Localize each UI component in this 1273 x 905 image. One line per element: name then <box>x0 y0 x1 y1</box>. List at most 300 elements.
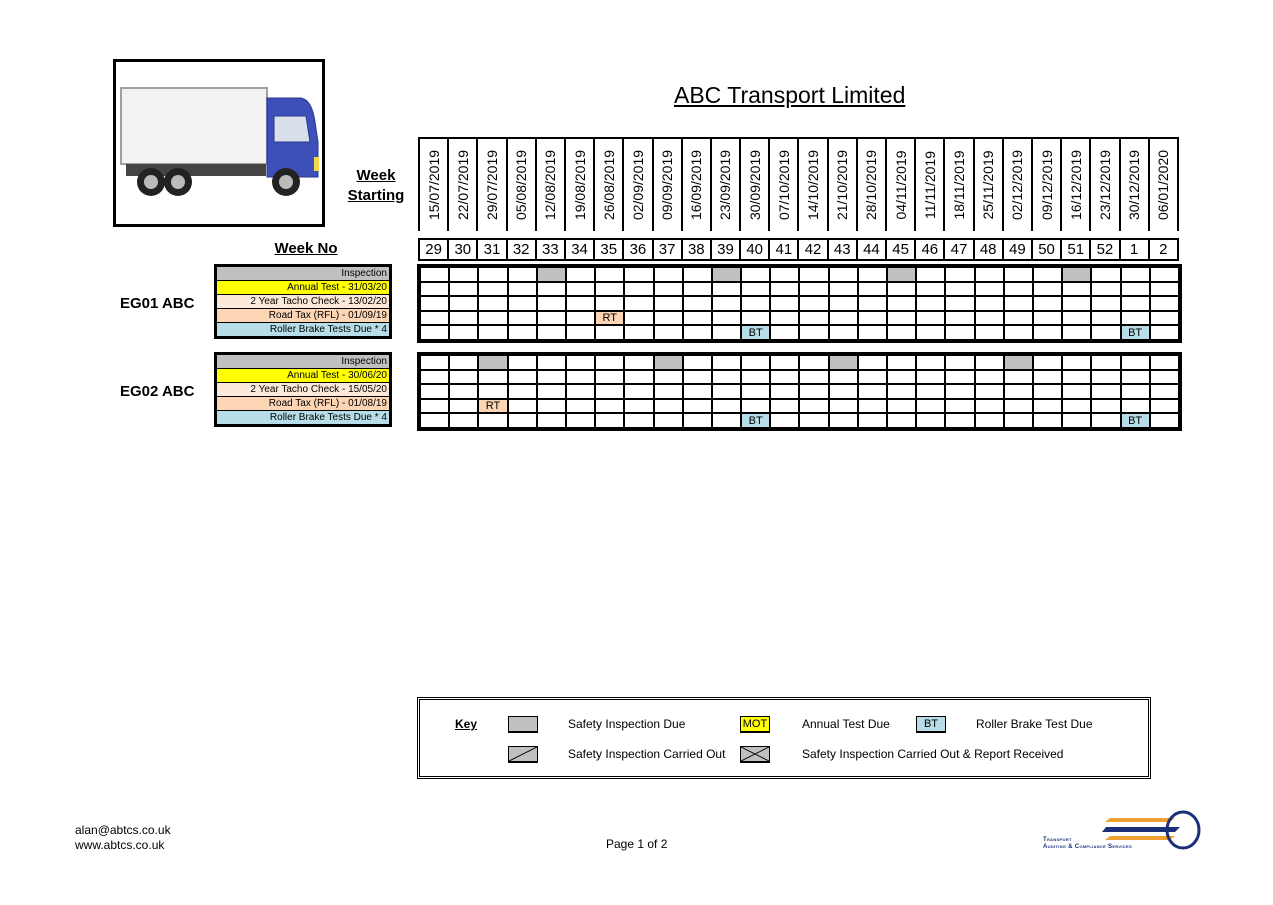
schedule-cell[interactable] <box>624 311 653 326</box>
schedule-cell[interactable] <box>712 413 741 427</box>
schedule-cell[interactable] <box>916 268 945 282</box>
schedule-cell[interactable] <box>770 370 799 385</box>
schedule-cell[interactable] <box>624 282 653 297</box>
schedule-cell[interactable] <box>858 268 887 282</box>
schedule-cell[interactable] <box>945 282 974 297</box>
schedule-cell[interactable] <box>421 325 449 339</box>
schedule-cell[interactable] <box>945 311 974 326</box>
schedule-cell[interactable] <box>829 296 858 311</box>
schedule-cell[interactable] <box>683 325 712 339</box>
schedule-cell[interactable] <box>741 370 770 385</box>
schedule-cell[interactable] <box>1033 356 1062 370</box>
schedule-cell[interactable] <box>1033 282 1062 297</box>
schedule-cell[interactable] <box>1091 268 1120 282</box>
schedule-cell[interactable] <box>449 296 478 311</box>
schedule-cell[interactable] <box>478 282 507 297</box>
schedule-cell[interactable] <box>595 325 624 339</box>
schedule-cell[interactable] <box>945 370 974 385</box>
schedule-cell[interactable] <box>1150 384 1178 399</box>
schedule-cell[interactable] <box>1033 296 1062 311</box>
schedule-cell[interactable] <box>1004 296 1033 311</box>
week-start-date <box>449 139 478 231</box>
schedule-cell[interactable] <box>683 268 712 282</box>
road-tax-due-cell[interactable]: RT <box>478 399 507 414</box>
schedule-cell[interactable] <box>858 399 887 414</box>
schedule-cell[interactable] <box>566 282 595 297</box>
schedule-cell[interactable] <box>916 282 945 297</box>
schedule-cell[interactable] <box>624 296 653 311</box>
footer-email[interactable]: alan@abtcs.co.uk <box>75 823 171 837</box>
schedule-cell[interactable] <box>945 325 974 339</box>
schedule-cell[interactable] <box>566 296 595 311</box>
schedule-cell[interactable] <box>1004 384 1033 399</box>
schedule-cell[interactable] <box>421 268 449 282</box>
schedule-cell[interactable] <box>916 384 945 399</box>
schedule-cell[interactable] <box>829 268 858 282</box>
schedule-cell[interactable] <box>1062 311 1091 326</box>
schedule-cell[interactable] <box>1121 356 1150 370</box>
row-label-tacho: 2 Year Tacho Check - 13/02/20 <box>217 295 389 308</box>
schedule-cell[interactable] <box>712 356 741 370</box>
schedule-cell[interactable] <box>449 356 478 370</box>
schedule-cell[interactable] <box>945 384 974 399</box>
schedule-cell[interactable] <box>683 311 712 326</box>
schedule-cell[interactable] <box>741 268 770 282</box>
schedule-cell[interactable] <box>1091 413 1120 427</box>
slash-icon <box>509 747 537 761</box>
schedule-cell[interactable] <box>421 370 449 385</box>
inspection-due-cell[interactable] <box>887 268 916 282</box>
schedule-cell[interactable] <box>916 370 945 385</box>
week-start-date-text: 04/11/2019 <box>892 150 909 220</box>
schedule-cell[interactable] <box>1033 311 1062 326</box>
inspection-due-cell[interactable] <box>712 268 741 282</box>
schedule-cell[interactable] <box>945 296 974 311</box>
schedule-row-mot <box>421 282 1178 297</box>
schedule-cell[interactable] <box>799 282 828 297</box>
schedule-cell[interactable] <box>624 399 653 414</box>
schedule-cell[interactable] <box>654 282 683 297</box>
schedule-cell[interactable] <box>654 370 683 385</box>
schedule-cell[interactable] <box>887 413 916 427</box>
schedule-cell[interactable] <box>1121 370 1150 385</box>
schedule-cell[interactable] <box>508 282 537 297</box>
schedule-cell[interactable] <box>683 384 712 399</box>
schedule-cell[interactable] <box>829 399 858 414</box>
schedule-cell[interactable] <box>1150 399 1178 414</box>
schedule-cell[interactable] <box>799 384 828 399</box>
schedule-cell[interactable] <box>741 356 770 370</box>
schedule-cell[interactable] <box>741 282 770 297</box>
schedule-cell[interactable] <box>683 413 712 427</box>
brake-test-due-cell[interactable]: BT <box>1121 413 1150 427</box>
schedule-cell[interactable] <box>478 296 507 311</box>
schedule-cell[interactable] <box>975 282 1004 297</box>
week-start-date-text: 18/11/2019 <box>950 150 967 220</box>
brake-test-due-cell[interactable]: BT <box>741 413 770 427</box>
schedule-cell[interactable] <box>449 311 478 326</box>
schedule-cell[interactable] <box>1150 268 1178 282</box>
schedule-cell[interactable] <box>449 384 478 399</box>
schedule-cell[interactable] <box>887 356 916 370</box>
week-number: 47 <box>945 240 974 259</box>
schedule-cell[interactable] <box>449 268 478 282</box>
week-start-date-text: 21/10/2019 <box>834 149 851 221</box>
schedule-cell[interactable] <box>449 282 478 297</box>
schedule-cell[interactable] <box>799 311 828 326</box>
week-start-date-text: 22/07/2019 <box>454 149 471 221</box>
schedule-cell[interactable] <box>566 268 595 282</box>
schedule-cell[interactable] <box>508 413 537 427</box>
schedule-cell[interactable] <box>654 413 683 427</box>
schedule-cell[interactable] <box>799 296 828 311</box>
schedule-cell[interactable] <box>858 282 887 297</box>
schedule-cell[interactable] <box>1062 356 1091 370</box>
schedule-cell[interactable] <box>1033 413 1062 427</box>
week-number: 1 <box>1121 240 1150 259</box>
schedule-cell[interactable] <box>1121 384 1150 399</box>
schedule-cell[interactable] <box>1004 282 1033 297</box>
schedule-cell[interactable] <box>799 413 828 427</box>
schedule-cell[interactable] <box>1091 325 1120 339</box>
schedule-cell[interactable] <box>1091 296 1120 311</box>
schedule-cell[interactable] <box>741 399 770 414</box>
schedule-cell[interactable] <box>566 370 595 385</box>
schedule-cell[interactable] <box>916 413 945 427</box>
schedule-cell[interactable] <box>858 325 887 339</box>
schedule-cell[interactable] <box>449 325 478 339</box>
schedule-cell[interactable] <box>1004 413 1033 427</box>
schedule-cell[interactable] <box>624 370 653 385</box>
schedule-cell[interactable] <box>566 311 595 326</box>
schedule-cell[interactable] <box>712 282 741 297</box>
schedule-cell[interactable] <box>858 384 887 399</box>
schedule-cell[interactable] <box>712 399 741 414</box>
schedule-cell[interactable] <box>1033 384 1062 399</box>
week-start-date <box>799 139 828 231</box>
schedule-cell[interactable] <box>916 325 945 339</box>
schedule-cell[interactable] <box>449 413 478 427</box>
schedule-cell[interactable] <box>887 282 916 297</box>
schedule-cell[interactable] <box>537 370 566 385</box>
schedule-cell[interactable] <box>537 413 566 427</box>
schedule-cell[interactable] <box>1062 399 1091 414</box>
schedule-cell[interactable] <box>916 356 945 370</box>
vehicle-schedule-grid <box>417 264 1182 343</box>
schedule-cell[interactable] <box>478 370 507 385</box>
schedule-cell[interactable] <box>1062 370 1091 385</box>
schedule-cell[interactable] <box>829 311 858 326</box>
schedule-cell[interactable] <box>478 311 507 326</box>
schedule-cell[interactable] <box>1062 413 1091 427</box>
inspection-due-cell[interactable] <box>654 356 683 370</box>
schedule-cell[interactable] <box>712 370 741 385</box>
schedule-cell[interactable] <box>537 311 566 326</box>
schedule-cell[interactable] <box>1091 399 1120 414</box>
schedule-cell[interactable] <box>945 399 974 414</box>
schedule-cell[interactable] <box>654 325 683 339</box>
schedule-cell[interactable] <box>683 370 712 385</box>
schedule-cell[interactable] <box>858 356 887 370</box>
schedule-cell[interactable] <box>1004 268 1033 282</box>
schedule-cell[interactable] <box>829 282 858 297</box>
inspection-due-cell[interactable] <box>829 356 858 370</box>
schedule-cell[interactable] <box>1033 325 1062 339</box>
schedule-cell[interactable] <box>508 384 537 399</box>
schedule-cell[interactable] <box>508 325 537 339</box>
schedule-cell[interactable] <box>1091 356 1120 370</box>
schedule-cell[interactable] <box>1150 356 1178 370</box>
schedule-cell[interactable] <box>566 384 595 399</box>
schedule-cell[interactable] <box>1121 399 1150 414</box>
schedule-cell[interactable] <box>449 399 478 414</box>
schedule-cell[interactable] <box>770 311 799 326</box>
week-number: 49 <box>1004 240 1033 259</box>
schedule-cell[interactable] <box>478 325 507 339</box>
schedule-cell[interactable] <box>421 282 449 297</box>
schedule-cell[interactable] <box>654 384 683 399</box>
schedule-cell[interactable] <box>624 268 653 282</box>
schedule-cell[interactable] <box>712 384 741 399</box>
schedule-cell[interactable] <box>770 325 799 339</box>
schedule-cell[interactable] <box>858 296 887 311</box>
swatch-annual-test: MOT <box>740 716 770 733</box>
schedule-cell[interactable] <box>1062 296 1091 311</box>
schedule-cell[interactable] <box>712 311 741 326</box>
schedule-cell[interactable] <box>508 296 537 311</box>
brake-test-due-cell[interactable]: BT <box>741 325 770 339</box>
schedule-cell[interactable] <box>1004 399 1033 414</box>
schedule-cell[interactable] <box>595 370 624 385</box>
schedule-cell[interactable] <box>916 311 945 326</box>
week-start-date <box>566 139 595 231</box>
schedule-cell[interactable] <box>916 399 945 414</box>
schedule-cell[interactable] <box>829 413 858 427</box>
schedule-cell[interactable] <box>1150 325 1178 339</box>
schedule-cell[interactable] <box>741 384 770 399</box>
schedule-cell[interactable] <box>945 268 974 282</box>
vehicle-registration: EG01 ABC <box>120 295 195 312</box>
schedule-cell[interactable] <box>595 384 624 399</box>
schedule-cell[interactable] <box>421 296 449 311</box>
schedule-cell[interactable] <box>683 296 712 311</box>
week-start-date-text: 14/10/2019 <box>805 149 822 221</box>
schedule-cell[interactable] <box>595 268 624 282</box>
schedule-cell[interactable] <box>975 296 1004 311</box>
schedule-cell[interactable] <box>624 356 653 370</box>
schedule-cell[interactable] <box>654 311 683 326</box>
schedule-cell[interactable] <box>508 370 537 385</box>
key-text-annual-test: Annual Test Due <box>802 717 890 731</box>
schedule-cell[interactable] <box>741 296 770 311</box>
inspection-due-cell[interactable] <box>478 356 507 370</box>
schedule-cell[interactable] <box>975 399 1004 414</box>
schedule-cell[interactable] <box>1091 370 1120 385</box>
schedule-cell[interactable] <box>566 325 595 339</box>
schedule-cell[interactable] <box>654 296 683 311</box>
schedule-cell[interactable] <box>1062 325 1091 339</box>
schedule-cell[interactable] <box>1150 413 1178 427</box>
schedule-cell[interactable] <box>887 311 916 326</box>
schedule-cell[interactable] <box>945 413 974 427</box>
schedule-cell[interactable] <box>1004 370 1033 385</box>
week-start-date-text: 05/08/2019 <box>513 149 530 221</box>
schedule-cell[interactable] <box>421 311 449 326</box>
schedule-cell[interactable] <box>1004 311 1033 326</box>
schedule-cell[interactable] <box>1033 370 1062 385</box>
schedule-cell[interactable] <box>566 399 595 414</box>
schedule-cell[interactable] <box>595 356 624 370</box>
schedule-row-insp <box>421 268 1178 282</box>
schedule-cell[interactable] <box>537 325 566 339</box>
schedule-row-tax <box>421 311 1178 326</box>
schedule-cell[interactable] <box>508 311 537 326</box>
swatch-inspection-carried-out <box>508 746 538 763</box>
schedule-cell[interactable] <box>975 413 1004 427</box>
schedule-cell[interactable] <box>887 296 916 311</box>
schedule-cell[interactable] <box>508 356 537 370</box>
schedule-cell[interactable] <box>770 282 799 297</box>
schedule-cell[interactable] <box>887 370 916 385</box>
week-start-date-text: 07/10/2019 <box>775 149 792 221</box>
schedule-cell[interactable] <box>421 413 449 427</box>
schedule-cell[interactable] <box>770 268 799 282</box>
schedule-cell[interactable] <box>508 399 537 414</box>
schedule-cell[interactable] <box>421 384 449 399</box>
schedule-cell[interactable] <box>829 325 858 339</box>
schedule-cell[interactable] <box>683 399 712 414</box>
schedule-cell[interactable] <box>1033 399 1062 414</box>
schedule-cell[interactable] <box>770 413 799 427</box>
schedule-cell[interactable] <box>829 370 858 385</box>
schedule-cell[interactable] <box>595 413 624 427</box>
schedule-cell[interactable] <box>858 311 887 326</box>
schedule-cell[interactable] <box>1091 384 1120 399</box>
schedule-cell[interactable] <box>829 384 858 399</box>
schedule-cell[interactable] <box>1121 268 1150 282</box>
road-tax-due-cell[interactable]: RT <box>595 311 624 326</box>
schedule-cell[interactable] <box>887 384 916 399</box>
inspection-due-cell[interactable] <box>537 268 566 282</box>
schedule-cell[interactable] <box>887 325 916 339</box>
schedule-cell[interactable] <box>1033 268 1062 282</box>
week-number: 40 <box>741 240 770 259</box>
schedule-cell[interactable] <box>537 282 566 297</box>
schedule-cell[interactable] <box>799 356 828 370</box>
schedule-cell[interactable] <box>975 356 1004 370</box>
schedule-cell[interactable] <box>1062 384 1091 399</box>
schedule-cell[interactable] <box>595 399 624 414</box>
schedule-cell[interactable] <box>858 370 887 385</box>
page-title: ABC Transport Limited <box>674 82 906 108</box>
week-number: 45 <box>887 240 916 259</box>
schedule-cell[interactable] <box>799 370 828 385</box>
schedule-cell[interactable] <box>1004 325 1033 339</box>
schedule-cell[interactable] <box>916 296 945 311</box>
schedule-cell[interactable] <box>421 399 449 414</box>
schedule-cell[interactable] <box>741 311 770 326</box>
schedule-cell[interactable] <box>654 399 683 414</box>
schedule-cell[interactable] <box>712 325 741 339</box>
brake-test-due-cell[interactable]: BT <box>1121 325 1150 339</box>
schedule-cell[interactable] <box>799 399 828 414</box>
schedule-cell[interactable] <box>566 356 595 370</box>
schedule-cell[interactable] <box>449 370 478 385</box>
schedule-cell[interactable] <box>887 399 916 414</box>
schedule-cell[interactable] <box>975 325 1004 339</box>
footer-website[interactable]: www.abtcs.co.uk <box>75 838 165 852</box>
inspection-due-cell[interactable] <box>1004 356 1033 370</box>
swatch-inspection-report-received <box>740 746 770 763</box>
schedule-cell[interactable] <box>1121 282 1150 297</box>
schedule-cell[interactable] <box>799 325 828 339</box>
logo-text <box>1043 837 1132 851</box>
schedule-cell[interactable] <box>1091 282 1120 297</box>
schedule-cell[interactable] <box>712 296 741 311</box>
schedule-cell[interactable] <box>595 296 624 311</box>
schedule-cell[interactable] <box>975 268 1004 282</box>
schedule-cell[interactable] <box>945 356 974 370</box>
schedule-cell[interactable] <box>624 325 653 339</box>
schedule-cell[interactable] <box>595 282 624 297</box>
schedule-cell[interactable] <box>799 268 828 282</box>
schedule-cell[interactable] <box>566 413 595 427</box>
schedule-cell[interactable] <box>1121 311 1150 326</box>
week-start-date <box>1062 139 1091 231</box>
inspection-due-cell[interactable] <box>1062 268 1091 282</box>
schedule-cell[interactable] <box>478 268 507 282</box>
schedule-cell[interactable] <box>537 356 566 370</box>
row-label-mot: Annual Test - 31/03/20 <box>217 281 389 294</box>
schedule-cell[interactable] <box>478 384 507 399</box>
cross-icon <box>741 747 769 761</box>
schedule-cell[interactable] <box>654 268 683 282</box>
schedule-cell[interactable] <box>975 384 1004 399</box>
week-number: 30 <box>449 240 478 259</box>
schedule-cell[interactable] <box>421 356 449 370</box>
schedule-cell[interactable] <box>537 399 566 414</box>
schedule-cell[interactable] <box>770 399 799 414</box>
schedule-cell[interactable] <box>478 413 507 427</box>
schedule-cell[interactable] <box>624 384 653 399</box>
schedule-cell[interactable] <box>1121 296 1150 311</box>
schedule-cell[interactable] <box>770 356 799 370</box>
schedule-cell[interactable] <box>1062 282 1091 297</box>
schedule-cell[interactable] <box>1150 370 1178 385</box>
week-number: 43 <box>829 240 858 259</box>
schedule-cell[interactable] <box>975 311 1004 326</box>
week-number: 42 <box>799 240 828 259</box>
week-start-date <box>829 139 858 231</box>
schedule-cell[interactable] <box>1091 311 1120 326</box>
row-label-tax: Road Tax (RFL) - 01/09/19 <box>217 309 389 322</box>
week-start-date <box>508 139 537 231</box>
schedule-cell[interactable] <box>770 384 799 399</box>
schedule-cell[interactable] <box>624 413 653 427</box>
schedule-cell[interactable] <box>683 282 712 297</box>
schedule-cell[interactable] <box>683 356 712 370</box>
schedule-cell[interactable] <box>508 268 537 282</box>
schedule-cell[interactable] <box>537 296 566 311</box>
schedule-cell[interactable] <box>858 413 887 427</box>
schedule-cell[interactable] <box>975 370 1004 385</box>
schedule-cell[interactable] <box>1150 311 1178 326</box>
schedule-cell[interactable] <box>770 296 799 311</box>
schedule-row-bt <box>421 325 1178 339</box>
schedule-cell[interactable] <box>1150 282 1178 297</box>
schedule-cell[interactable] <box>537 384 566 399</box>
schedule-cell[interactable] <box>1150 296 1178 311</box>
